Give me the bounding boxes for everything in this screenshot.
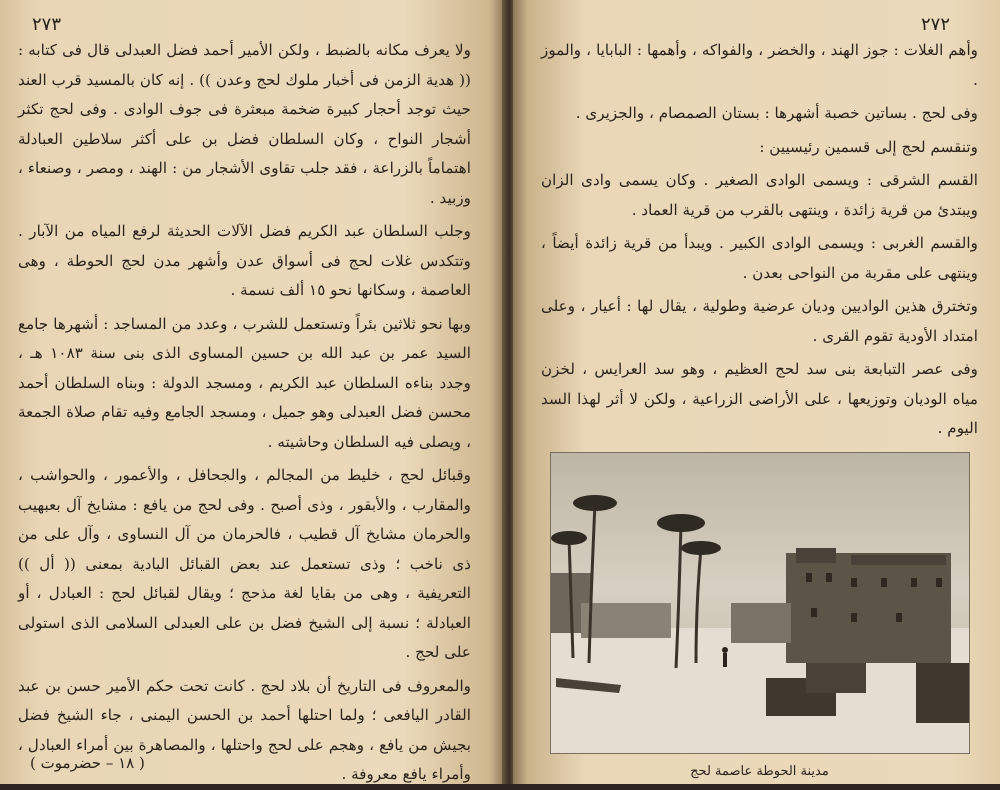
left-page-number: ٢٧٣ bbox=[31, 14, 61, 35]
town-photo bbox=[550, 452, 970, 754]
paragraph: وقبائل لحج ، خليط من المجالم ، والجحافل ، والأعمور ، والحواشب ، والمقارب ، والأبقور ، وذى أصبح . وفى لحج من يافع : مشايخ آل بعبهيب والحرمان مشايخ آل قطيب ، فالحرمان من آل النساوى ، وآل على من ذى ناخب ؛ وذى تستعمل عند بعض القبائل البادية بمعنى (( أل )) التعريفية ، وهى من بقايا لغة مذحج ؛ ويقال لقبائل لحج : العبادل ، أو العبادلة ؛ نسبة إلى الشيخ فضل بن على العبدلى السلامى الذى استولى على لحج . bbox=[18, 466, 471, 661]
paragraph: والقسم الغربى : ويسمى الوادى الكبير . ويبدأ من قرية زائدة أيضاً ، وينتهى على مقربة من النواحى بعدن . bbox=[541, 234, 978, 282]
left-page-body bbox=[18, 36, 471, 790]
paragraph: والمعروف فى التاريخ أن بلاد لحج . كانت تحت حكم الأمير حسن بن عبد القادر اليافعى ؛ ولما احتلها أحمد بن الحسن اليمنى ، جاء الشيخ فضل بجيش من يافع ، وهجم على لحج واحتلها ، والمصاهرة بين أمراء العبادل ، وأمراء يافع معروفة . bbox=[18, 676, 471, 783]
paragraph: وفى عصر التبابعة بنى سد لحج العظيم ، وهو سد العرايس ، لخزن مياه الوديان وتوزيعها ، على الأراضى الزراعية ، ولكن لا أثر لهذا السد اليوم . bbox=[541, 360, 978, 437]
right-page-number: ٢٧٢ bbox=[921, 14, 951, 35]
paragraph: وفى لحج . بساتين خصبة أشهرها : بستان الصمصام ، والجزيرى . bbox=[575, 104, 978, 122]
page-footer: ( ١٨ – حضرموت ) bbox=[30, 754, 145, 772]
paragraph: وبها نحو ثلاثين بئراً وتستعمل للشرب ، وعدد من المساجد : أشهرها جامع السيد عمر بن عبد الله بن حسين المساوى الذى بنى سنة ١٠٨٣ هـ ، وجدد بناءه السلطان عبد الكريم ، ومسجد الدولة : وبناه السلطان أحمد محسن فضل العبدلى وهو جميل ، ومسجد الجامع وفيه تقام صلاة الجمعة ، ويصلى فيه السلطان وحاشيته . bbox=[18, 314, 471, 451]
paragraph: وتنقسم لحج إلى قسمين رئيسيين : bbox=[759, 137, 978, 156]
town-photo-illustration bbox=[551, 453, 969, 753]
paragraph: وجلب السلطان عبد الكريم فضل الآلات الحديثة لرفع المياه من الآبار . وتتكدس غلات لحج فى أسواق عدن وأشهر مدن لحج الحوطة ، وهى العاصمة ، وسكانها نحو ١٥ ألف نسمة . bbox=[18, 222, 471, 299]
photo-caption: مدينة الحوطة عاصمة لحج bbox=[690, 763, 829, 779]
paragraph: القسم الشرقى : ويسمى الوادى الصغير . وكان يسمى وادى الزان ويبتدئ من قرية زائدة ، وينتهى بالقرب من قرية العماد . bbox=[541, 171, 978, 219]
paragraph: ولا يعرف مكانه بالضبط ، ولكن الأمير أحمد فضل العبدلى قال فى كتابه : (( هدية الزمن فى أخبار ملوك لحج وعدن )) . إنه كان بالمسيد قرب العند حيث توجد أحجار كبيرة ضخمة مبعثرة فى جوف الوادى . وفى لحج تكثر أشجار النواح ، وكان السلطان فضل بن على أكثر سلاطين العبادلة اهتماماً بالزراعة ، فقد جلب تقاوى الأشجار من : الهند ، ومصر ، وصنعاء ، وزبيد . bbox=[18, 41, 471, 207]
paragraph: وتخترق هذين الواديين وديان عرضية وطولية ، يقال لها : أعيار ، وعلى امتداد الأودية تقوم القرى . bbox=[541, 297, 978, 345]
right-page bbox=[513, 0, 1000, 784]
right-page-body bbox=[541, 36, 978, 444]
paragraph: وأهم الغلات : جوز الهند ، والخضر ، والفواكه ، وأهمها : البابايا ، والموز . bbox=[541, 41, 978, 89]
